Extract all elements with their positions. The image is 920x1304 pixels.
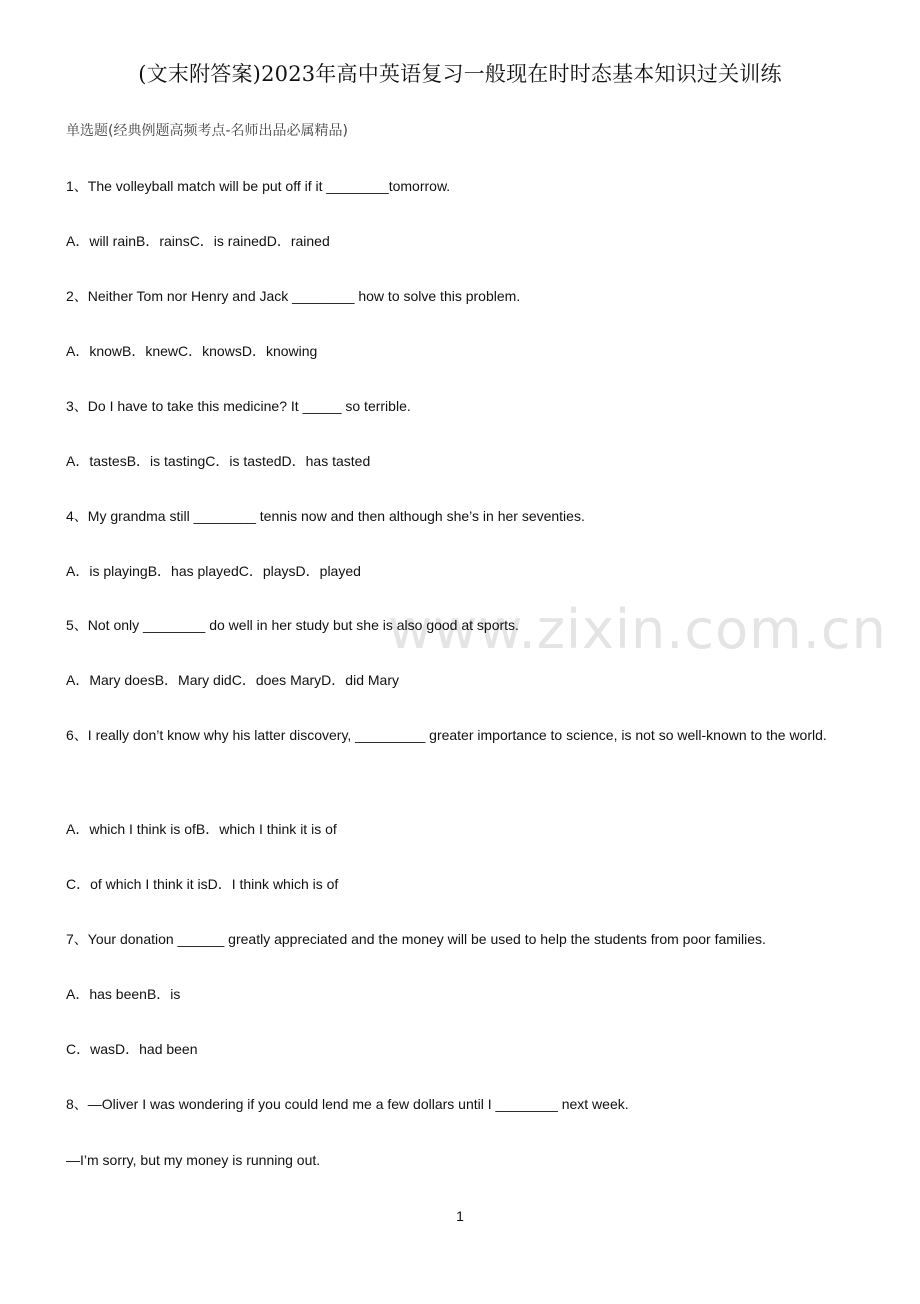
question-4-options: A．is playingB．has playedC．playsD．played <box>66 563 361 579</box>
question-7-options-ab: A．has beenB．is <box>66 986 181 1002</box>
question-6-options-ab: A．which I think is ofB．which I think it is of <box>66 821 337 837</box>
question-2: 2、Neither Tom nor Henry and Jack ________ how to solve this problem. <box>66 288 521 304</box>
page-title: (文末附答案)2023年高中英语复习一般现在时时态基本知识过关训练 <box>138 62 782 86</box>
question-3-options: A．tastesB．is tastingC．is tastedD．has tasted <box>66 453 371 469</box>
question-3: 3、Do I have to take this medicine? It _____ so terrible. <box>66 398 411 414</box>
question-5-options: A．Mary doesB．Mary didC．does MaryD．did Mary <box>66 672 399 688</box>
question-4: 4、My grandma still ________ tennis now and then although she’s in her seventies. <box>66 508 585 524</box>
question-1: 1、The volleyball match will be put off if it ________tomorrow. <box>66 178 451 194</box>
question-8-dialogue: —I’m sorry, but my money is running out. <box>66 1152 321 1168</box>
question-1-options: A．will rainB．rainsC．is rainedD．rained <box>66 233 330 249</box>
question-8: 8、—Oliver I was wondering if you could lend me a few dollars until I ________ next week. <box>66 1096 629 1112</box>
question-7-options-cd: C．wasD．had been <box>66 1041 198 1057</box>
section-heading: 单选题(经典例题高频考点-名师出品必属精品) <box>66 123 348 139</box>
watermark: www.zixin.com.cn <box>388 598 887 661</box>
question-7: 7、Your donation ______ greatly appreciated and the money will be used to help the students from poor families. <box>66 931 766 947</box>
page-number: 1 <box>456 1208 464 1224</box>
question-6-options-cd: C．of which I think it isD．I think which is of <box>66 876 339 892</box>
question-5: 5、Not only ________ do well in her study but she is also good at sports. <box>66 617 519 633</box>
question-6: 6、I really don’t know why his latter discovery, _________ greater importance to science, is not so well-known to the world. <box>66 727 827 743</box>
question-2-options: A．knowB．knewC．knowsD．knowing <box>66 343 318 359</box>
